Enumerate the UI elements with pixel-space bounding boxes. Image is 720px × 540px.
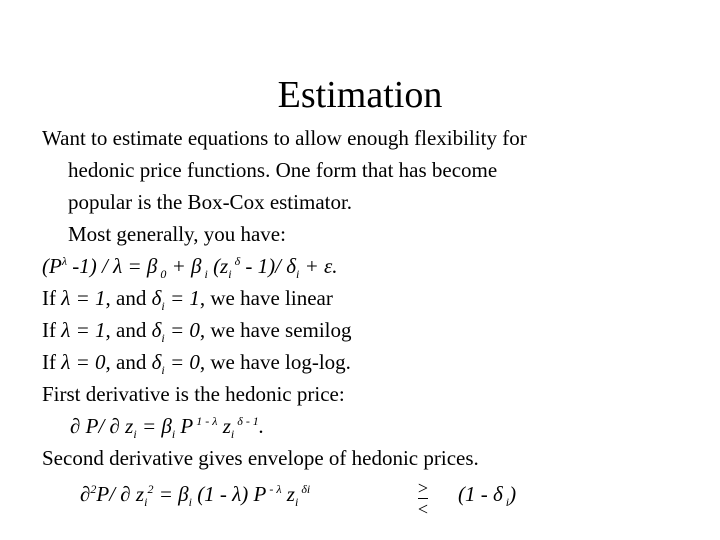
case-linear: If λ = 1, and $\delta_i = 1$, we have linear [42,286,333,314]
second-derivative-equation: ∂$^2$P/ ∂ $z_i^2 = \beta_i$ (1 - λ) P $^{- \lambda}$ $z_i$ $^{\delta i}$ [80,482,311,510]
greater-than-symbol: > [417,478,429,498]
text-line: popular is the Box-Cox estimator. [68,190,353,214]
text-line: Second derivative gives envelope of hedonic prices. [42,446,479,470]
first-derivative-equation: ∂ P/ ∂ $z_i = \beta_i$ P $^{1 - \lambda}$ $z_i$ $^{\delta - 1}$. [70,414,265,442]
text-line: Want to estimate equations to allow enough flexibility for [42,126,527,150]
inequality-symbol [414,480,432,517]
text-line: Most generally, you have: [68,222,286,246]
box-cox-equation: ($P^\lambda$ -1) / λ = β $_0$ + β $_i$ ($z_i$ $^\delta$ - 1)/ $\delta_i + \varepsilon$. [42,254,338,282]
case-semilog: If λ = 1, and $\delta_i = 0$, we have semilog [42,318,352,346]
case-log-log: If λ = 0, and $\delta_i = 0$, we have log-log. [42,350,351,378]
text-line: hedonic price functions. One form that has become [68,158,498,182]
less-than-symbol: < [417,499,429,519]
second-derivative-factor: (1 - δ $_i$) [458,482,517,510]
slide-body [42,122,702,474]
text-line: First derivative is the hedonic price: [42,382,345,406]
slide-title: Estimation [277,74,443,116]
